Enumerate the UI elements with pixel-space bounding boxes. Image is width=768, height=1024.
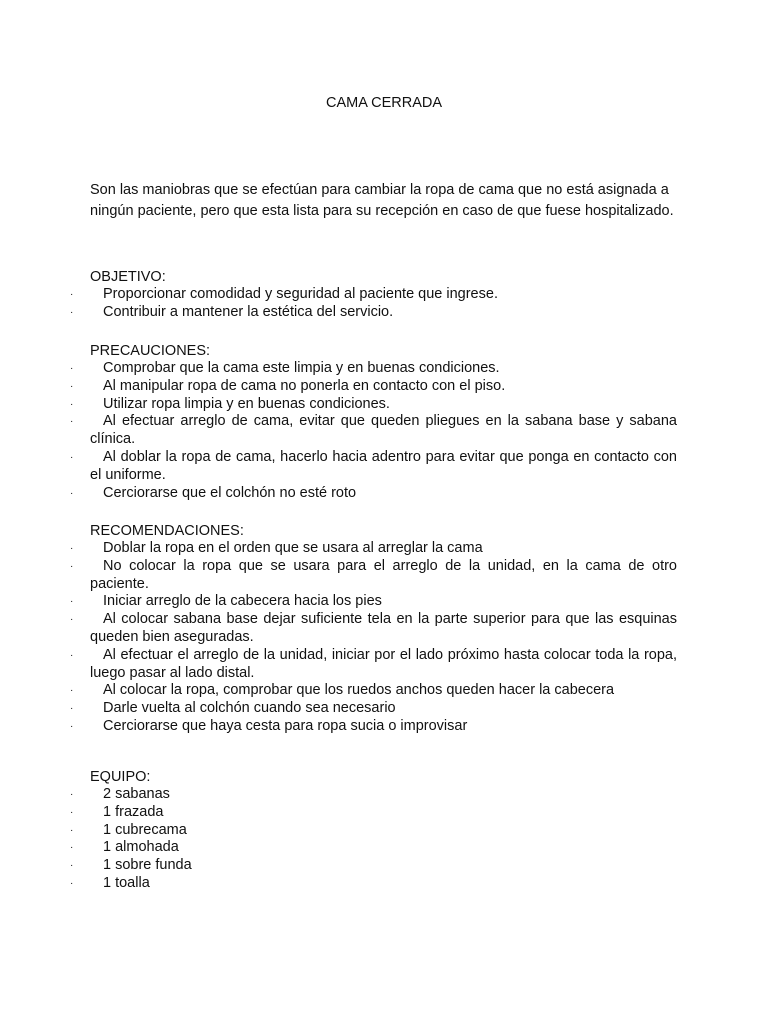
bullet-glyph: · xyxy=(70,363,74,374)
bullet-glyph: · xyxy=(70,289,74,300)
bullet-glyph: · xyxy=(70,703,74,715)
list-item-text: Al manipular ropa de cama no ponerla en contacto con el piso. xyxy=(103,377,506,394)
list-item xyxy=(70,395,677,414)
bullet-glyph: · xyxy=(70,877,74,889)
bullet-glyph: · xyxy=(70,380,74,392)
bullet-glyph: · xyxy=(70,842,74,854)
list-item xyxy=(70,803,677,822)
list-item-text: Proporcionar comodidad y seguridad al paciente que ingrese. xyxy=(103,286,498,302)
list-item-text: 2 sabanas xyxy=(103,786,170,802)
list-item-text: 1 cubrecama xyxy=(103,821,187,838)
list-item xyxy=(70,303,677,322)
list-item xyxy=(70,646,677,683)
list-item xyxy=(70,839,677,857)
bullet-list xyxy=(70,360,677,502)
list-item-text: Al colocar sabana base dejar suficiente tela en la parte superior para que las esquinas queden bien aseguradas. xyxy=(90,611,677,645)
list-item xyxy=(70,611,677,647)
bullet-glyph: · xyxy=(70,416,74,428)
list-item-text: Al doblar la ropa de cama, hacerlo hacia adentro para evitar que ponga en contacto con el uniforme. xyxy=(90,448,677,483)
section-objetivo xyxy=(70,268,677,322)
list-item-text: Darle vuelta al colchón cuando sea necesario xyxy=(103,700,396,717)
list-item xyxy=(70,360,677,378)
list-item xyxy=(70,874,677,893)
list-item-text: Iniciar arreglo de la cabecera hacia los pies xyxy=(103,593,382,610)
bullet-glyph: · xyxy=(70,487,74,499)
list-item-text: Al efectuar el arreglo de la unidad, iniciar por el lado próximo hasta colocar toda la ropa, luego pasar al lado distal. xyxy=(90,646,677,681)
list-item xyxy=(70,557,677,594)
bullet-glyph: · xyxy=(70,543,74,554)
list-item xyxy=(70,484,677,503)
list-item xyxy=(70,857,677,875)
intro-paragraph: Son las maniobras que se efectúan para cambiar la ropa de cama que no está asignada a ningún paciente, pero que esta lista para su recepción en caso de que fuese hospitalizado. xyxy=(90,182,674,219)
list-item xyxy=(70,682,677,700)
list-item xyxy=(70,700,677,718)
bullet-glyph: · xyxy=(70,306,74,318)
list-item-text: Cerciorarse que haya cesta para ropa sucia o improvisar xyxy=(103,717,468,734)
list-item xyxy=(70,377,677,396)
document-title: CAMA CERRADA xyxy=(325,95,443,111)
section-heading: OBJETIVO: xyxy=(90,269,166,285)
list-item-text: Doblar la ropa en el orden que se usara al arreglar la cama xyxy=(103,540,483,556)
bullet-glyph: · xyxy=(70,824,74,836)
bullet-list xyxy=(70,786,677,893)
list-item xyxy=(70,286,677,304)
section-precauciones xyxy=(70,342,677,502)
list-item-text: 1 almohada xyxy=(103,839,179,856)
bullet-glyph: · xyxy=(70,685,74,697)
list-item-text: Al efectuar arreglo de cama, evitar que queden pliegues en la sabana base y sabana clínica. xyxy=(90,413,677,448)
section-equipo xyxy=(70,768,677,893)
list-item xyxy=(70,786,677,804)
section-recomendaciones xyxy=(70,522,677,736)
list-item xyxy=(70,540,677,558)
list-item-text: 1 toalla xyxy=(103,874,150,891)
bullet-glyph: · xyxy=(70,806,74,818)
list-item-text: 1 frazada xyxy=(103,803,164,820)
bullet-glyph: · xyxy=(70,614,74,626)
list-item-text: No colocar la ropa que se usara para el arreglo de la unidad, en la cama de otro paciente. xyxy=(90,557,677,592)
list-item xyxy=(70,448,677,485)
bullet-list xyxy=(70,540,677,736)
list-item xyxy=(70,413,677,449)
list-item-text: Contribuir a mantener la estética del servicio. xyxy=(103,303,394,320)
bullet-glyph: · xyxy=(70,860,74,872)
bullet-glyph: · xyxy=(70,596,74,608)
list-item-text: Utilizar ropa limpia y en buenas condiciones. xyxy=(103,395,390,412)
list-item-text: Comprobar que la cama este limpia y en buenas condiciones. xyxy=(103,360,500,376)
section-heading: RECOMENDACIONES: xyxy=(90,523,244,539)
bullet-glyph: · xyxy=(70,720,74,732)
list-item xyxy=(70,717,677,736)
bullet-glyph: · xyxy=(70,649,74,661)
bullet-glyph: · xyxy=(70,451,74,463)
list-item-text: 1 sobre funda xyxy=(103,857,192,874)
bullet-glyph: · xyxy=(70,560,74,572)
list-item xyxy=(70,821,677,840)
section-heading: PRECAUCIONES: xyxy=(90,343,211,359)
bullet-glyph: · xyxy=(70,398,74,410)
bullet-glyph: · xyxy=(70,789,74,800)
bullet-list xyxy=(70,286,677,322)
list-item-text: Al colocar la ropa, comprobar que los ruedos anchos queden hacer la cabecera xyxy=(103,682,615,699)
list-item-text: Cerciorarse que el colchón no esté roto xyxy=(103,484,357,501)
list-item xyxy=(70,593,677,611)
section-heading: EQUIPO: xyxy=(90,769,151,785)
